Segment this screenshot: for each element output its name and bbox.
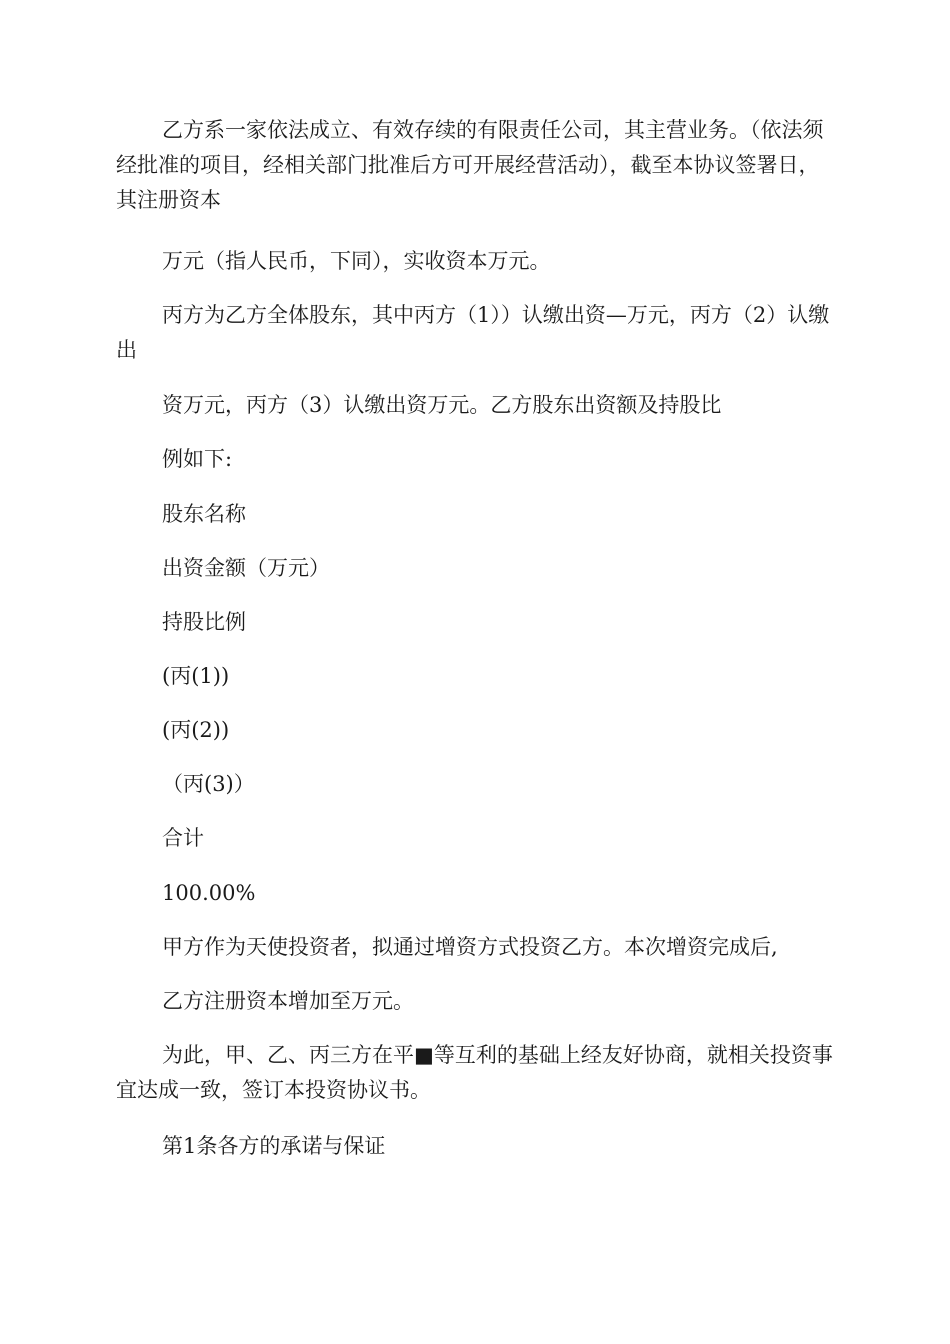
table-total-ratio: 100.00% — [162, 881, 256, 905]
table-header-ratio: 持股比例 — [162, 610, 246, 634]
paragraph-agreement: 为此，甲、乙、丙三方在平■等互利的基础上经友好协商，就相关投资事宜达成一致，签订本投资协议书。 — [116, 1043, 833, 1102]
table-row-bing-1: (丙(1)) — [162, 664, 230, 688]
paragraph-registered-capital: 万元（指人民币，下同），实收资本万元。 — [162, 249, 551, 273]
table-header-contribution: 出资金额（万元） — [162, 556, 330, 580]
table-row-bing-3: （丙(3)） — [162, 772, 255, 796]
paragraph-capital-increase: 乙方注册资本增加至万元。 — [162, 989, 414, 1013]
table-row-total: 合计 — [162, 826, 204, 850]
paragraph-shareholders-cont: 资万元，丙方（3）认缴出资万元。乙方股东出资额及持股比 — [162, 393, 722, 417]
paragraph-company-intro: 乙方系一家依法成立、有效存续的有限责任公司，其主营业务。（依法须经批准的项目，经相关部门批准后方可开展经营活动），截至本协议签署日，其注册资本 — [116, 118, 824, 212]
paragraph-angel-investor: 甲方作为天使投资者，拟通过增资方式投资乙方。本次增资完成后, — [162, 935, 778, 959]
paragraph-as-follows: 例如下: — [162, 447, 233, 471]
table-row-bing-2: (丙(2)) — [162, 718, 230, 742]
table-header-shareholder-name: 股东名称 — [162, 502, 246, 526]
article-1-heading: 第1条各方的承诺与保证 — [162, 1134, 386, 1158]
paragraph-shareholders: 丙方为乙方全体股东，其中丙方（1））认缴出资—万元，丙方（2）认缴出 — [116, 303, 830, 362]
